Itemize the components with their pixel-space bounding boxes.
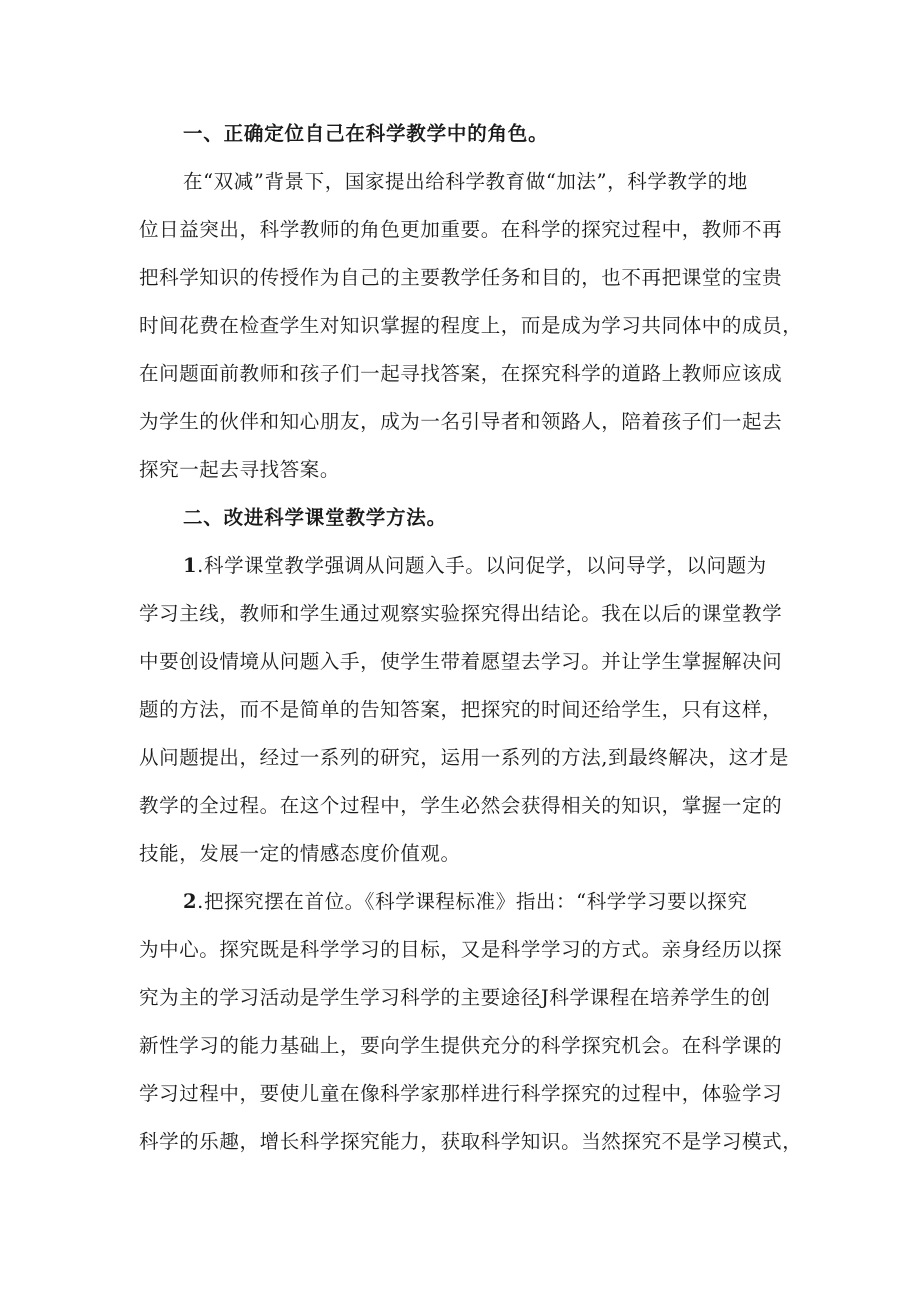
paragraph-line: 为学生的伙伴和知心朋友，成为一名引导者和领路人，陪着孩子们一起去 — [139, 410, 783, 433]
paragraph-line: 学习主线，教师和学生通过观察实验探究得出结论。我在以后的课堂教学 — [139, 602, 783, 625]
paragraph-line: 时间花费在检查学生对知识掌握的程度上，而是成为学习共同体中的成员， — [139, 314, 803, 337]
paragraph-line: 把科学知识的传授作为自己的主要教学任务和目的，也不再把课堂的宝贵 — [139, 266, 783, 289]
paragraph-line: 位日益突出，科学教师的角色更加重要。在科学的探究过程中，教师不再 — [139, 218, 783, 241]
document-page — [139, 110, 803, 1166]
list-number-2: 2 — [183, 890, 198, 913]
paragraph-line: 为中心。探究既是科学学习的目标，又是科学学习的方式。亲身经历以探 — [139, 938, 783, 961]
paragraph-line: 学习过程中，要使儿童在像科学家那样进行科学探究的过程中，体验学习 — [139, 1082, 783, 1105]
paragraph-line: 技能，发展一定的情感态度价值观。 — [139, 842, 461, 865]
section-heading-1: 一、正确定位自己在科学教学中的角色。 — [183, 122, 549, 145]
paragraph-line: .把探究摆在首位。《科学课程标准》指出：“科学学习要以探究 — [197, 890, 748, 913]
paragraph-line: .科学课堂教学强调从问题入手。以问促学，以问导学，以问题为 — [197, 554, 767, 577]
paragraph-line: 究为主的学习活动是学生学习科学的主要途径J科学课程在培养学生的创 — [139, 986, 771, 1009]
paragraph-line: 中要创设情境从问题入手，使学生带着愿望去学习。并让学生掌握解决问 — [139, 650, 783, 673]
paragraph-line: 教学的全过程。在这个过程中，学生必然会获得相关的知识，掌握一定的 — [139, 794, 783, 817]
paragraph-line: 在“双减”背景下，国家提出给科学教育做“加法”，科学教学的地 — [183, 170, 748, 193]
paragraph-line: 科学的乐趣，增长科学探究能力，获取科学知识。当然探究不是学习模式， — [139, 1130, 803, 1153]
paragraph-line: 新性学习的能力基础上，要向学生提供充分的科学探究机会。在科学课的 — [139, 1034, 783, 1057]
paragraph-line: 题的方法，而不是简单的告知答案，把探究的时间还给学生，只有这样， — [139, 698, 783, 721]
paragraph-line: 探究一起去寻找答案。 — [139, 458, 341, 481]
list-item-2-first-line — [139, 878, 787, 926]
paragraph-line: 在问题面前教师和孩子们一起寻找答案，在探究科学的道路上教师应该成 — [139, 362, 783, 385]
paragraph-line: 从问题提出，经过一系列的研究，运用一系列的方法,到最终解决，这才是 — [139, 746, 789, 769]
list-item-1-first-line — [139, 542, 787, 590]
section-heading-2: 二、改进科学课堂教学方法。 — [183, 506, 447, 529]
list-number-1: 1 — [183, 554, 198, 577]
